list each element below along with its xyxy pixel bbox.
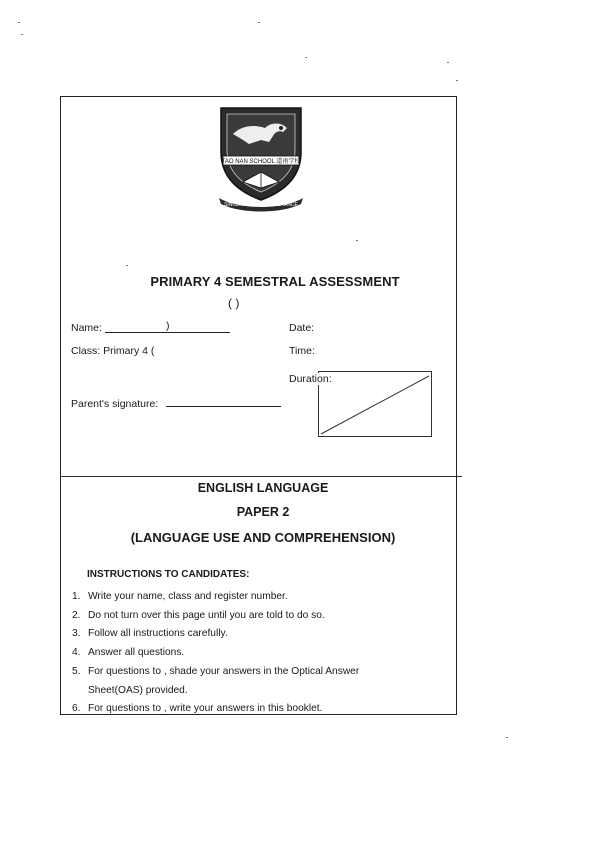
parent-signature-underline[interactable] xyxy=(166,406,281,407)
name-underline[interactable] xyxy=(105,332,230,333)
crest-motto: SINCERITY & PERSEVERANCE xyxy=(224,202,298,208)
name-label: Name: xyxy=(71,322,102,334)
instructions-title: INSTRUCTIONS TO CANDIDATES: xyxy=(87,569,250,580)
duration-strike-icon xyxy=(319,372,431,436)
scan-speck xyxy=(305,57,307,58)
scan-speck xyxy=(21,34,23,35)
school-crest-icon xyxy=(213,104,309,214)
scan-speck xyxy=(258,22,260,23)
scan-speck xyxy=(18,22,20,23)
instruction-item: 2. Do not turn over this page until you are told to do so. xyxy=(72,610,325,621)
frame-bottom-line xyxy=(60,714,457,715)
date-label: Date: xyxy=(289,322,315,334)
time-label: Time: xyxy=(289,345,315,357)
scan-speck xyxy=(456,80,458,81)
name-paren: ) xyxy=(166,320,170,332)
instruction-item: 1. Write your name, class and register number. xyxy=(72,591,288,602)
instruction-item: 4. Answer all questions. xyxy=(72,647,185,658)
subject-heading: ENGLISH LANGUAGE xyxy=(197,481,329,495)
class-label: Class: Primary 4 ( xyxy=(71,345,155,357)
paper-number-heading: PAPER 2 xyxy=(236,505,290,519)
scan-speck xyxy=(447,62,449,63)
duration-box xyxy=(318,371,432,437)
instruction-item: 5. For questions to , shade your answers in the Optical Answer xyxy=(72,666,360,677)
section-divider xyxy=(60,476,462,477)
instruction-item-clipped: 6. For questions to , write your answers in this booklet. xyxy=(72,703,323,714)
assessment-title: PRIMARY 4 SEMESTRAL ASSESSMENT xyxy=(150,274,400,289)
instruction-item-continued: Sheet(OAS) provided. xyxy=(88,685,188,696)
duration-label: Duration: xyxy=(289,373,332,385)
parent-signature-label: Parent's signature: xyxy=(71,398,159,410)
scan-speck xyxy=(506,737,508,738)
register-number-brackets: ( ) xyxy=(228,296,240,310)
instruction-item: 3. Follow all instructions carefully. xyxy=(72,628,228,639)
crest-school-name: TAO NAN SCHOOL 道南学校 xyxy=(221,159,301,165)
component-heading: (LANGUAGE USE AND COMPREHENSION) xyxy=(130,530,396,545)
